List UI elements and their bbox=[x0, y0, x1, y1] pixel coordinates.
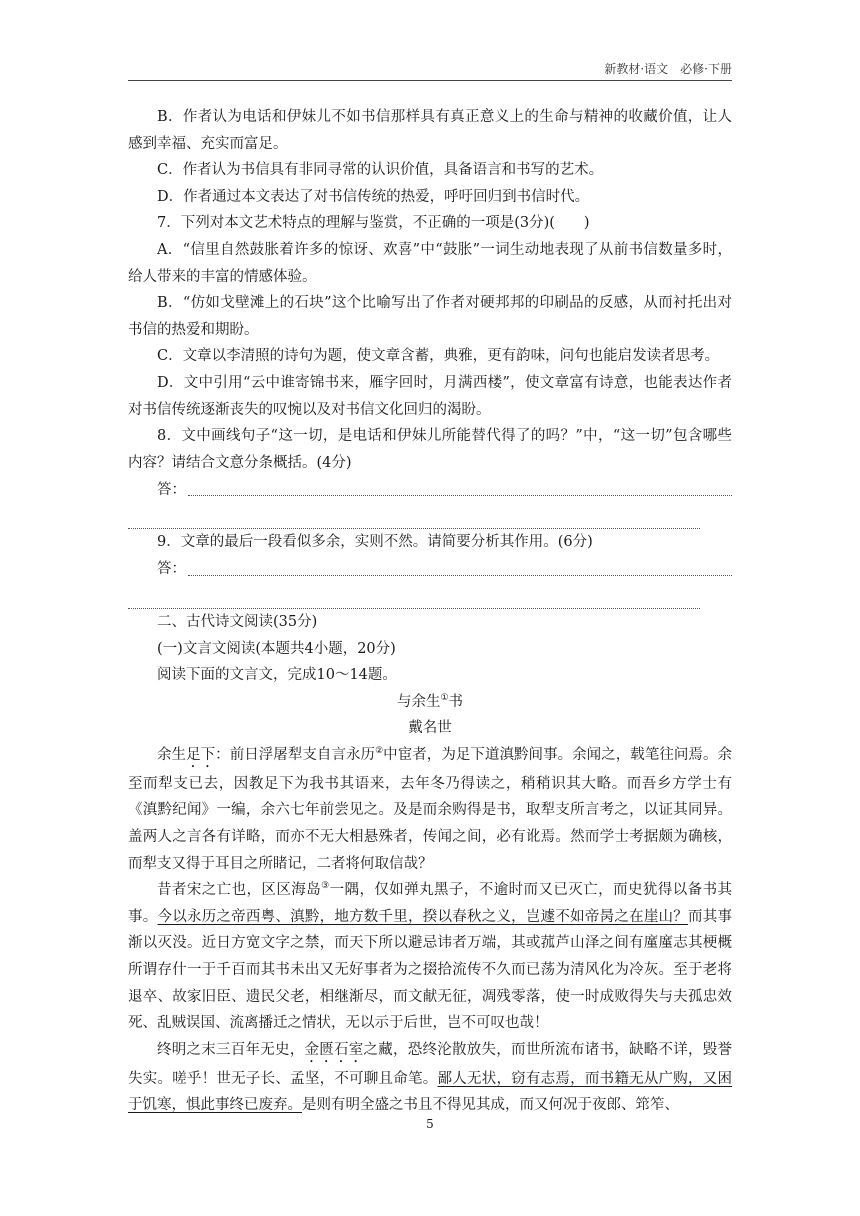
subsection-1-heading: (一)文言文阅读(本题共4小题，20分) bbox=[157, 640, 396, 657]
p3-emphasis: 金匮石室 bbox=[304, 1041, 364, 1058]
p1-footnote-mark: ② bbox=[375, 746, 384, 757]
answer-line-8-extra[interactable] bbox=[128, 503, 700, 529]
answer-label: 答： bbox=[157, 561, 186, 578]
p1-text: 余生 bbox=[157, 746, 187, 763]
title-text: 与余生 bbox=[396, 693, 441, 710]
page-number: 5 bbox=[426, 1117, 434, 1131]
section-2-heading: 二、古代诗文阅读(35分) bbox=[157, 613, 318, 630]
passage-paragraph-1 bbox=[128, 742, 732, 877]
option-7c: C．文章以李清照的诗句为题，使文章含蓄，典雅，更有韵味，问句也能启发读者思考。 bbox=[157, 348, 720, 365]
answer-line-9-extra[interactable] bbox=[128, 583, 700, 609]
p2-text-2: 一隅，仅如弹丸黑子，不逾时而又已灭亡，而史犹得以备书其事。 bbox=[128, 882, 733, 925]
p2-footnote-mark: ③ bbox=[321, 881, 330, 892]
p3-text: 终明之末三百年无史， bbox=[157, 1041, 305, 1058]
p2-underlined-sentence: 今以永历之帝西粤、滇黔，地方数千里，揆以春秋之义，岂遽不如帝昺之在崖山？ bbox=[157, 908, 689, 925]
option-7d: D．文中引用“云中谁寄锦书来，雁字回时，月满西楼”，使文章富有诗意，也能表达作者对书信传统逐渐丧失的叹惋以及对书信文化回归的渴盼。 bbox=[128, 374, 732, 418]
header-rule bbox=[128, 80, 732, 81]
p2-text-3: 而其事渐以灭没。近日方宽文字之禁，而天下所以避忌讳者万端，其或菰芦山泽之间有廑廑志其梗概所谓存什一于千百而其书未出又无好事者为之掇拾流传不久而已荡为清风化为冷灰。至于老将退卒、故家旧臣、遗民父老，相继渐尽，而文献无征，凋残零落，使一时成败得失与夫孤忠效死、乱贼误国、流离播迁之情状，无以示于后世，岂不可叹也哉！ bbox=[128, 908, 733, 1032]
option-7b: B．“仿如戈壁滩上的石块”这个比喻写出了作者对硬邦邦的印刷品的反感，从而衬托出对书信的热爱和期盼。 bbox=[128, 295, 732, 338]
p3-text-2: 之藏，恐终沦散放失，而世所流布诸书，缺略不详，毁誉失实。嗟乎！世无子长、孟坚，不可聊且命笔。 bbox=[128, 1041, 732, 1087]
answer-line-8[interactable] bbox=[128, 476, 732, 503]
p3-text-3: 是则有明全盛之书且不得见其成，而又何况于夜郎、筇笮、 bbox=[302, 1097, 679, 1114]
p1-emphasis: 足下 bbox=[186, 746, 216, 763]
option-6c: C．作者认为书信具有非同寻常的认识价值，具备语言和书写的艺术。 bbox=[157, 162, 604, 179]
question-7: 7．下列对本文艺术特点的理解与鉴赏，不正确的一项是(3分)( ) bbox=[157, 215, 590, 232]
reading-instruction: 阅读下面的文言文，完成10～14题。 bbox=[157, 667, 397, 684]
answer-label: 答： bbox=[157, 481, 186, 498]
passage-paragraph-2 bbox=[128, 877, 732, 1037]
p1-text-3: 中宦者，为足下道滇黔间事。余闻之，载笔往问焉。余至而犁支已去，因教足下为我书其语来，去年冬乃得读之，稍稍识其大略。而吾乡方学士有《滇黔纪闻》一编，余六七年前尝见之。及是而余购得是书，取犁支所言考之，以证其同异。盖两人之言各有详略，而亦不无大相悬殊者，传闻之间，必有讹焉。然而学士考据颇为确核，而犁支又得于耳目之所睹记，二者将何取信哉？ bbox=[128, 746, 733, 872]
passage-author: 戴名世 bbox=[408, 720, 452, 737]
answer-dots bbox=[188, 495, 732, 496]
p3-underlined-sentence: 鄙人无状，窃有志焉，而书籍无从广购，又困于饥寒，惧此事终已废弃。 bbox=[128, 1070, 733, 1114]
option-7a: A．“信里自然鼓胀着许多的惊讶、欢喜”中“鼓胀”一词生动地表现了从前书信数量多时，给人带来的丰富的情感体验。 bbox=[128, 241, 732, 285]
page-content bbox=[128, 104, 732, 1119]
running-header: 新教材·语文 必修·下册 bbox=[604, 62, 732, 76]
answer-line-9[interactable] bbox=[128, 556, 732, 583]
title-footnote-mark: ① bbox=[440, 692, 449, 703]
option-6b: B．作者认为电话和伊妹儿不如书信那样具有真正意义上的生命与精神的收藏价值，让人感到幸福、充实而富足。 bbox=[128, 109, 732, 152]
question-9: 9．文章的最后一段看似多余，实则不然。请简要分析其作用。(6分) bbox=[157, 534, 593, 551]
p1-text-2: ：前日浮屠犁支自言永历 bbox=[215, 746, 376, 763]
passage-paragraph-3 bbox=[128, 1037, 732, 1119]
passage-title bbox=[128, 689, 732, 716]
option-6d: D．作者通过本文表达了对书信传统的热爱，呼吁回归到书信时代。 bbox=[157, 188, 590, 205]
question-8: 8．文中画线句子“这一切，是电话和伊妹儿所能替代得了的吗？”中，“这一切”包含哪些内容？请结合文意分条概括。(4分) bbox=[128, 428, 732, 471]
answer-dots bbox=[188, 575, 732, 576]
p2-text: 昔者宋之亡也，区区海岛 bbox=[157, 882, 322, 899]
title-text-end: 书 bbox=[448, 693, 464, 710]
